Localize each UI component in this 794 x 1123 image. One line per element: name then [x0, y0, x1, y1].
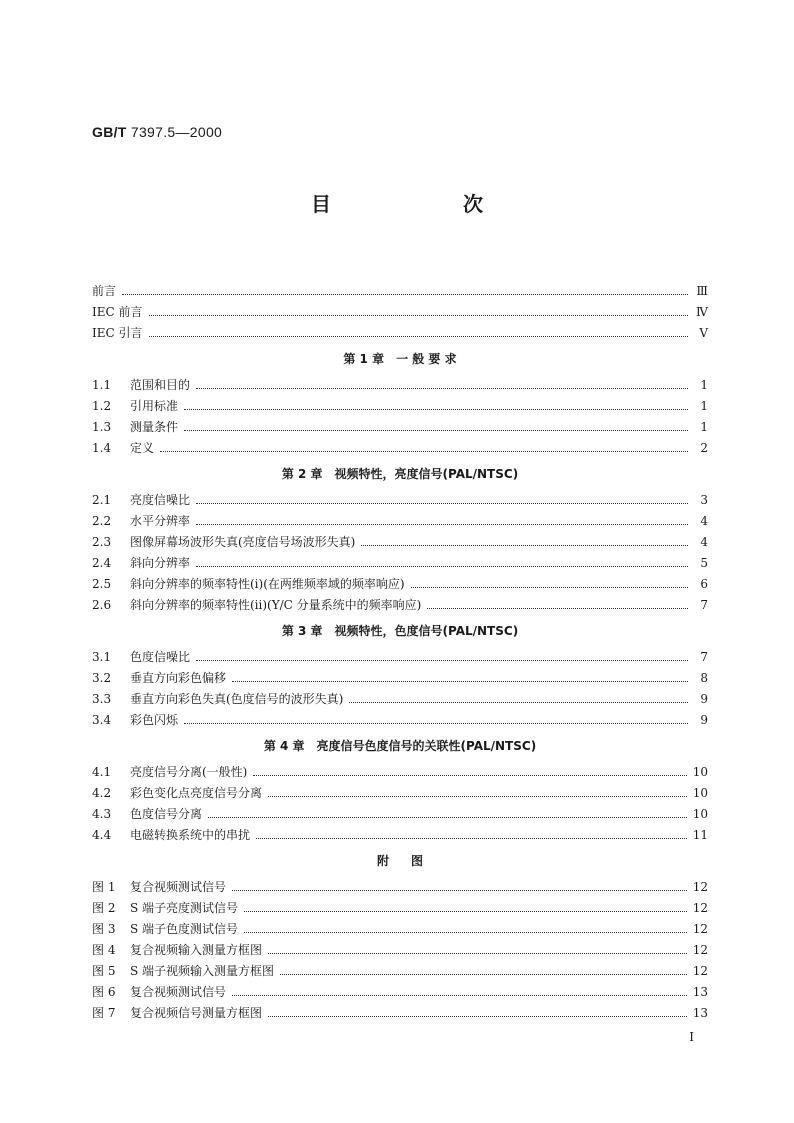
standard-code — [92, 124, 222, 140]
toc-entry[interactable] — [92, 375, 708, 396]
leader-dots — [268, 952, 687, 954]
toc-entry-text: 复合视频输入测量方框图 — [130, 943, 263, 957]
toc-entry-page: Ⅲ — [696, 284, 708, 298]
toc-figure-entry[interactable] — [92, 961, 708, 982]
chapter-heading-1: 第 1 章 一 般 要 求 — [343, 352, 457, 366]
leader-dots — [361, 544, 688, 546]
toc-entry[interactable] — [92, 574, 708, 595]
toc-figure-entry[interactable] — [92, 919, 708, 940]
toc-figure-number: 图 1 — [92, 880, 116, 894]
toc-entry-page: 12 — [692, 901, 708, 915]
toc-entry-text: 斜向分辨率的频率特性(i)(在两维频率域的频率响应) — [130, 577, 405, 591]
toc-entry-page: 6 — [700, 577, 708, 591]
toc-entry-number: 3.2 — [92, 671, 112, 685]
toc-entry-page: 13 — [692, 1006, 708, 1020]
toc-entry-page: 3 — [700, 493, 708, 507]
leader-dots — [280, 973, 687, 975]
toc-figure-entry[interactable] — [92, 898, 708, 919]
toc-entry-number: 4.4 — [92, 828, 112, 842]
toc-figure-entry[interactable] — [92, 982, 708, 1003]
leader-dots — [149, 335, 689, 337]
toc-entry-page: Ⅳ — [696, 305, 708, 319]
leader-dots — [184, 722, 688, 724]
toc-entry-page: 10 — [692, 786, 708, 800]
toc-entry-text: 色度信号分离 — [130, 807, 203, 821]
toc-entry[interactable] — [92, 396, 708, 417]
leader-dots — [268, 1015, 687, 1017]
toc-entry-text: 前言 — [92, 284, 117, 298]
toc-entry-number: 1.2 — [92, 399, 112, 413]
toc-entry-text: 测量条件 — [130, 420, 179, 434]
toc-figure-entry[interactable] — [92, 940, 708, 961]
toc-entry[interactable] — [92, 511, 708, 532]
table-of-contents — [92, 281, 708, 1024]
leader-dots — [427, 607, 688, 609]
toc-entry-text: 水平分辨率 — [130, 514, 191, 528]
chapter-heading-3: 第 3 章 视频特性，色度信号(PAL/NTSC) — [281, 624, 519, 638]
toc-entry-number: 1.3 — [92, 420, 112, 434]
toc-entry-number: 2.6 — [92, 598, 112, 612]
toc-entry-page: 1 — [700, 378, 708, 392]
toc-entry-page: 11 — [692, 828, 708, 842]
toc-entry-page: 9 — [700, 692, 708, 706]
leader-dots — [232, 680, 688, 682]
toc-entry-page: 5 — [700, 556, 708, 570]
toc-entry-text: 色度信噪比 — [130, 650, 191, 664]
toc-entry-page: 2 — [700, 441, 708, 455]
toc-entry-number: 4.1 — [92, 765, 112, 779]
leader-dots — [411, 586, 688, 588]
toc-entry-number: 2.5 — [92, 577, 112, 591]
toc-entry-text: IEC 引言 — [92, 326, 143, 340]
toc-entry-iec-introduction[interactable] — [92, 323, 708, 344]
toc-entry-text: 复合视频信号测量方框图 — [130, 1006, 263, 1020]
toc-entry-page: 13 — [692, 985, 708, 999]
toc-entry[interactable] — [92, 762, 708, 783]
toc-entry-text: IEC 前言 — [92, 305, 143, 319]
toc-entry-page: 10 — [692, 807, 708, 821]
leader-dots — [244, 910, 687, 912]
toc-entry-text: 彩色变化点亮度信号分离 — [130, 786, 263, 800]
toc-figure-number: 图 2 — [92, 901, 116, 915]
toc-entry-page: 4 — [700, 535, 708, 549]
toc-entry-page: 8 — [700, 671, 708, 685]
toc-entry-page: 7 — [700, 598, 708, 612]
toc-entry-number: 4.2 — [92, 786, 112, 800]
toc-entry[interactable] — [92, 595, 708, 616]
toc-entry-text: 范围和目的 — [130, 378, 191, 392]
toc-entry[interactable] — [92, 438, 708, 459]
toc-figure-number: 图 4 — [92, 943, 116, 957]
toc-entry-page: 7 — [700, 650, 708, 664]
toc-entry[interactable] — [92, 417, 708, 438]
toc-entry-text: 彩色闪烁 — [130, 713, 179, 727]
toc-entry-text: 斜向分辨率 — [130, 556, 191, 570]
leader-dots — [196, 659, 688, 661]
chapter-heading-4: 第 4 章 亮度信号色度信号的关联性(PAL/NTSC) — [263, 739, 537, 753]
toc-entry-number: 3.1 — [92, 650, 112, 664]
page-title: 目 次 — [311, 192, 539, 216]
toc-entry[interactable] — [92, 689, 708, 710]
toc-entry[interactable] — [92, 553, 708, 574]
toc-entry-number: 2.2 — [92, 514, 112, 528]
leader-dots — [184, 408, 688, 410]
leader-dots — [149, 314, 689, 316]
leader-dots — [256, 837, 687, 839]
leader-dots — [196, 523, 688, 525]
toc-entry-number: 2.1 — [92, 493, 112, 507]
toc-entry-number: 1.4 — [92, 441, 112, 455]
toc-entry-preface[interactable] — [92, 281, 708, 302]
toc-entry-text: 图像屏幕场波形失真(亮度信号场波形失真) — [130, 535, 356, 549]
toc-entry[interactable] — [92, 668, 708, 689]
page-number: Ⅰ — [689, 1030, 694, 1044]
toc-entry-page: 10 — [692, 765, 708, 779]
toc-entry-text: 垂直方向彩色失真(色度信号的波形失真) — [130, 692, 344, 706]
toc-entry-page: 4 — [700, 514, 708, 528]
toc-entry-page: 1 — [700, 399, 708, 413]
toc-entry-number: 2.3 — [92, 535, 112, 549]
toc-entry-text: S 端子亮度测试信号 — [130, 901, 239, 915]
toc-entry-number: 1.1 — [92, 378, 112, 392]
toc-figure-number: 图 5 — [92, 964, 116, 978]
leader-dots — [349, 701, 688, 703]
leader-dots — [160, 450, 688, 452]
toc-entry-page: 1 — [700, 420, 708, 434]
toc-entry-text: S 端子色度测试信号 — [130, 922, 239, 936]
toc-entry-page: 12 — [692, 880, 708, 894]
toc-figure-number: 图 7 — [92, 1006, 116, 1020]
toc-entry-page: 12 — [692, 964, 708, 978]
toc-entry-page: Ⅴ — [699, 326, 708, 340]
toc-entry-number: 3.4 — [92, 713, 112, 727]
toc-entry[interactable] — [92, 804, 708, 825]
toc-entry[interactable] — [92, 532, 708, 553]
leader-dots — [232, 889, 687, 891]
appendix-heading: 附图 — [376, 854, 445, 868]
leader-dots — [253, 774, 686, 776]
leader-dots — [244, 931, 687, 933]
toc-entry-iec-preface[interactable] — [92, 302, 708, 323]
leader-dots — [196, 387, 688, 389]
standard-prefix: GB/T — [92, 124, 127, 140]
leader-dots — [122, 293, 688, 295]
toc-entry[interactable] — [92, 825, 708, 846]
toc-entry-number: 2.4 — [92, 556, 112, 570]
toc-figure-number: 图 6 — [92, 985, 116, 999]
leader-dots — [184, 429, 688, 431]
toc-entry-text: 亮度信号分离(一般性) — [130, 765, 248, 779]
toc-entry-number: 4.3 — [92, 807, 112, 821]
toc-entry-page: 9 — [700, 713, 708, 727]
toc-entry-page: 12 — [692, 922, 708, 936]
standard-number: 7397.5—2000 — [130, 124, 223, 140]
toc-figure-entry[interactable] — [92, 1003, 708, 1024]
toc-entry-text: 复合视频测试信号 — [130, 880, 227, 894]
chapter-heading-2: 第 2 章 视频特性，亮度信号(PAL/NTSC) — [281, 467, 519, 481]
toc-entry-text: S 端子视频输入测量方框图 — [130, 964, 275, 978]
leader-dots — [196, 565, 688, 567]
toc-entry-text: 亮度信噪比 — [130, 493, 191, 507]
leader-dots — [208, 816, 687, 818]
toc-entry-text: 斜向分辨率的频率特性(ii)(Y/C 分量系统中的频率响应) — [130, 598, 422, 612]
toc-entry[interactable] — [92, 490, 708, 511]
toc-entry[interactable] — [92, 710, 708, 731]
toc-entry-text: 电磁转换系统中的串扰 — [130, 828, 251, 842]
toc-entry-text: 垂直方向彩色偏移 — [130, 671, 227, 685]
toc-entry[interactable] — [92, 647, 708, 668]
toc-entry-text: 引用标准 — [130, 399, 179, 413]
leader-dots — [268, 795, 687, 797]
toc-figure-number: 图 3 — [92, 922, 116, 936]
toc-entry-text: 定义 — [130, 441, 155, 455]
toc-entry[interactable] — [92, 783, 708, 804]
toc-entry-number: 3.3 — [92, 692, 112, 706]
leader-dots — [196, 502, 688, 504]
toc-entry-page: 12 — [692, 943, 708, 957]
toc-figure-entry[interactable] — [92, 877, 708, 898]
leader-dots — [232, 994, 687, 996]
toc-entry-text: 复合视频测试信号 — [130, 985, 227, 999]
